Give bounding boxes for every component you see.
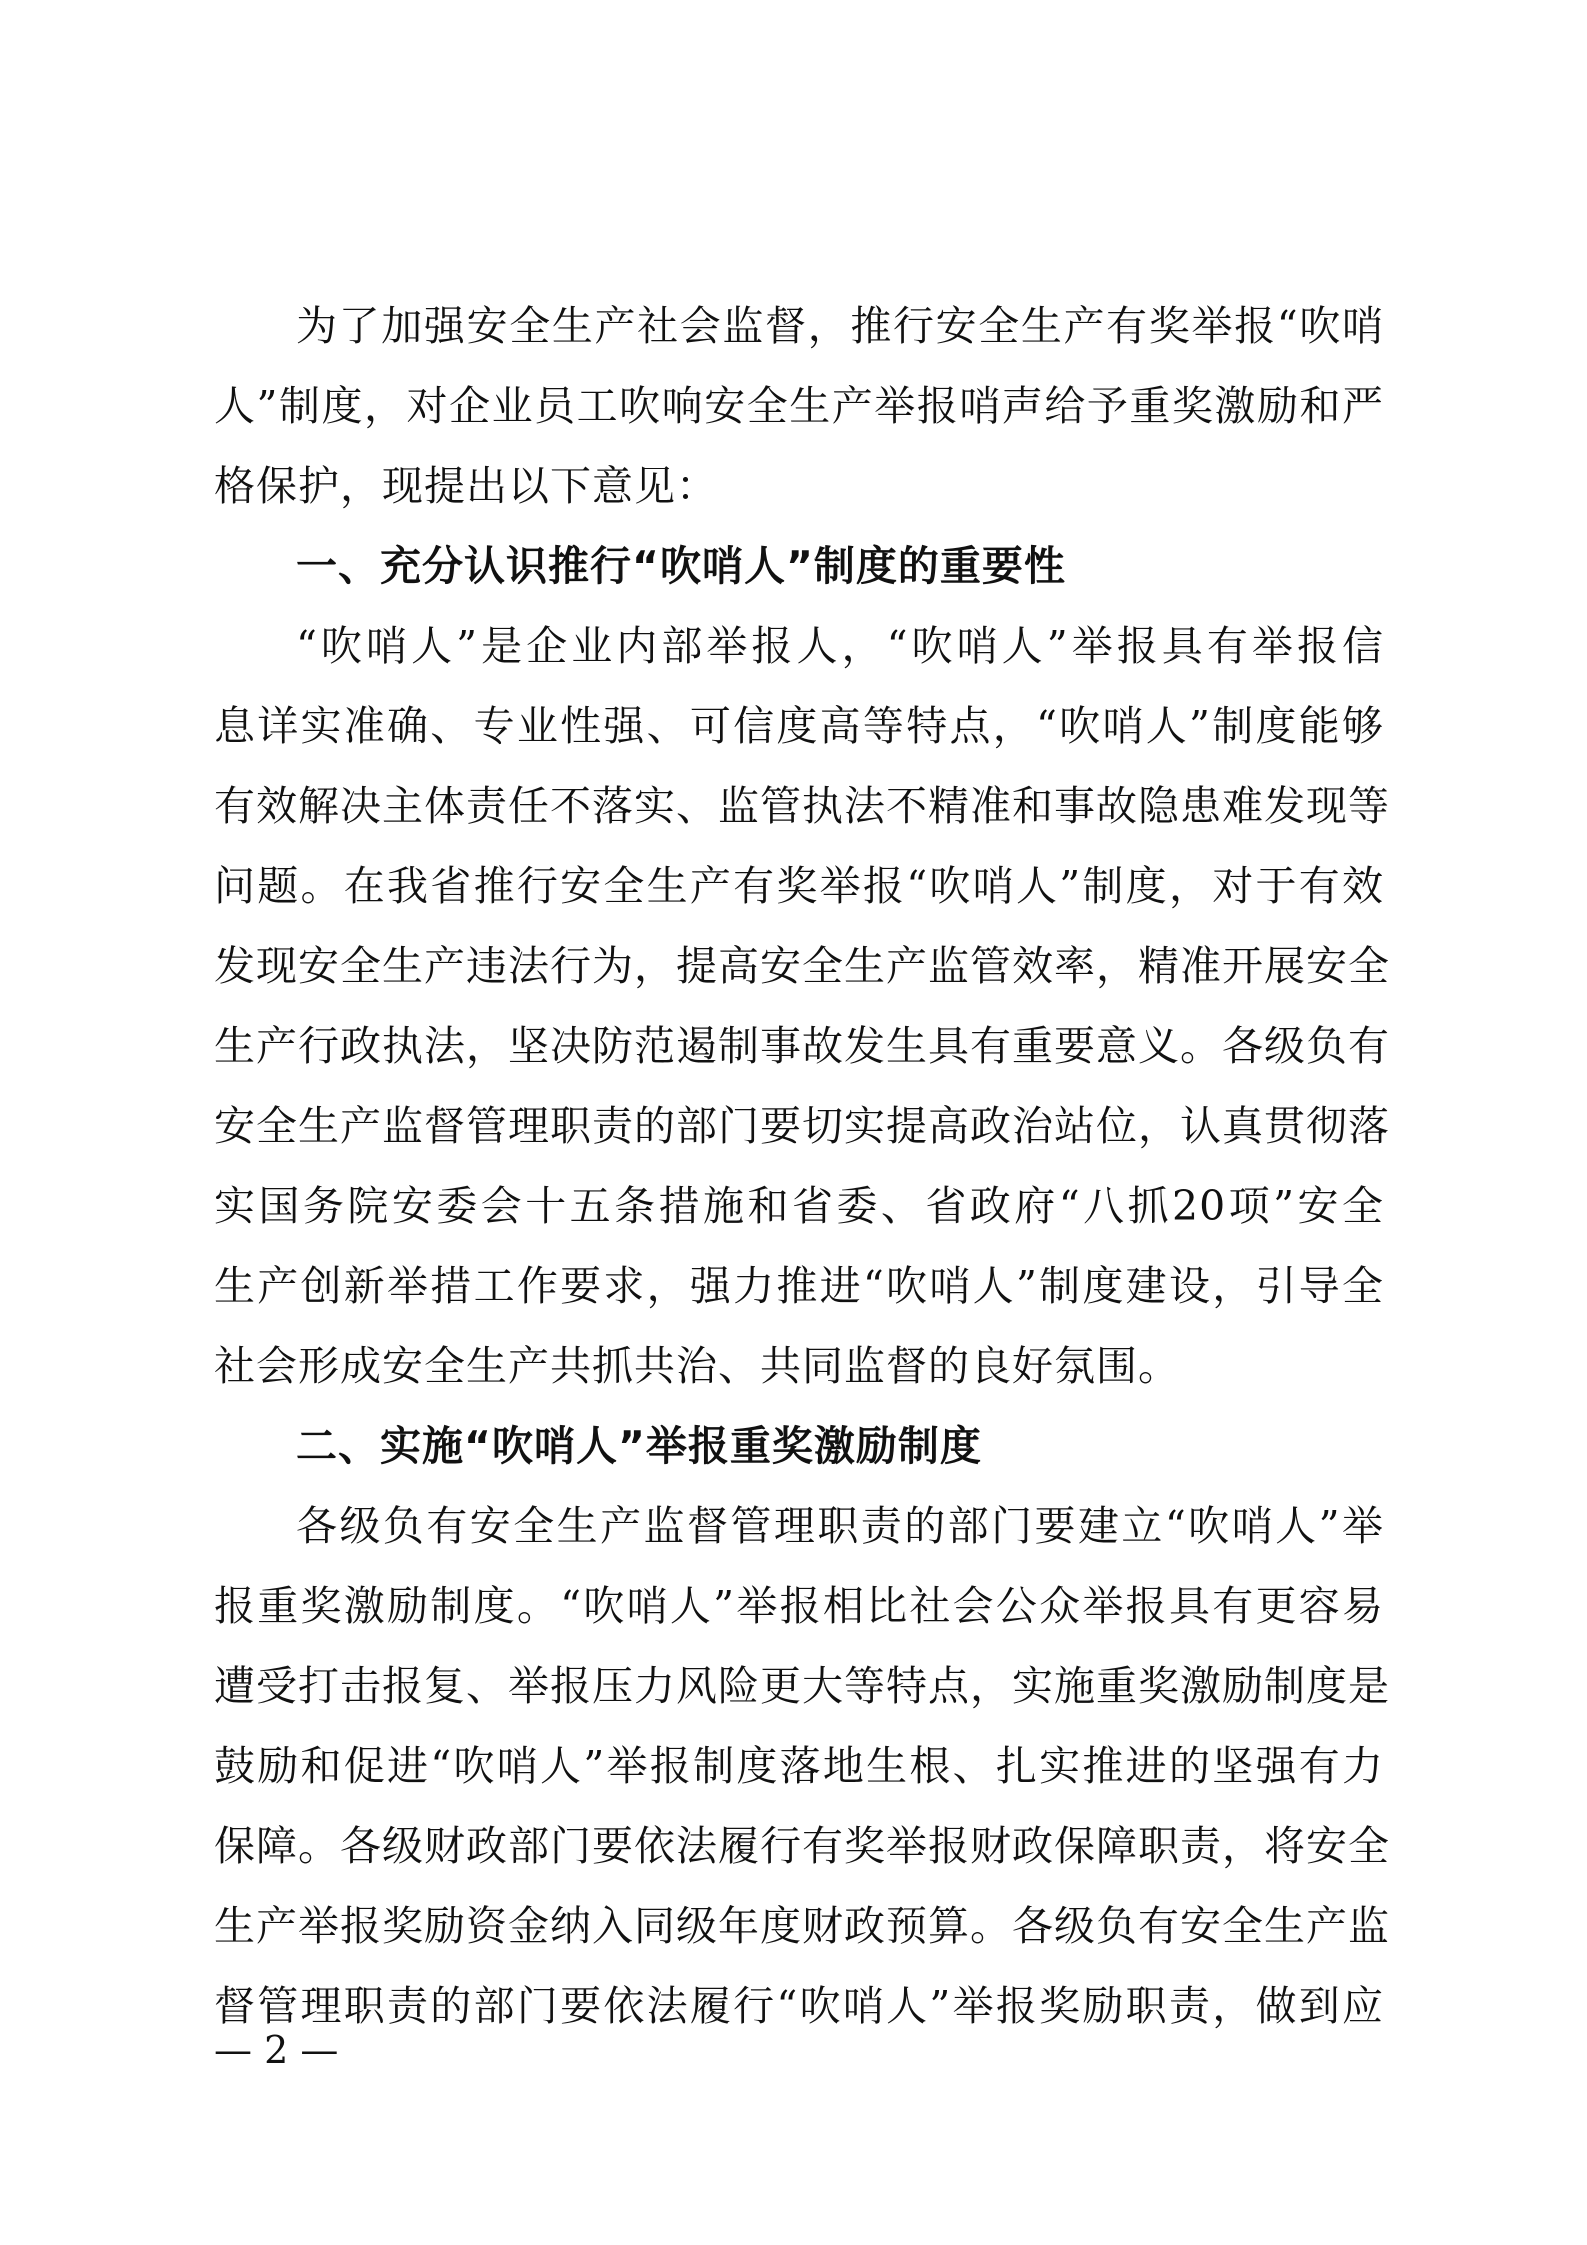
text-line: 发现安全生产违法行为，提高安全生产监管效率，精准开展安全 bbox=[214, 942, 1390, 990]
text-line: 保障。各级财政部门要依法履行有奖举报财政保障职责，将安全 bbox=[214, 1822, 1390, 1870]
text-line: 督管理职责的部门要依法履行“吹哨人”举报奖励职责，做到应 bbox=[214, 1982, 1384, 2030]
text-line: 社会形成安全生产共抓共治、共同监督的良好氛围。 bbox=[214, 1342, 1180, 1390]
text-line: 生产行政执法，坚决防范遏制事故发生具有重要意义。各级负有 bbox=[214, 1022, 1390, 1070]
section-heading: 一、充分认识推行“吹哨人”制度的重要性 bbox=[296, 542, 1066, 590]
text-line: 安全生产监督管理职责的部门要切实提高政治站位，认真贯彻落 bbox=[214, 1102, 1390, 1150]
text-line: 格保护，现提出以下意见： bbox=[214, 462, 718, 510]
text-line: 遭受打击报复、举报压力风险更大等特点，实施重奖激励制度是 bbox=[214, 1662, 1390, 1710]
text-line: 人”制度，对企业员工吹响安全生产举报哨声给予重奖激励和严 bbox=[214, 382, 1384, 430]
text-line: 生产创新举措工作要求，强力推进“吹哨人”制度建设，引导全 bbox=[214, 1262, 1384, 1310]
text-line: 各级负有安全生产监督管理职责的部门要建立“吹哨人”举 bbox=[296, 1502, 1384, 1550]
text-line: 鼓励和促进“吹哨人”举报制度落地生根、扎实推进的坚强有力 bbox=[214, 1742, 1384, 1790]
text-line: 生产举报奖励资金纳入同级年度财政预算。各级负有安全生产监 bbox=[214, 1902, 1390, 1950]
text-line: 实国务院安委会十五条措施和省委、省政府“八抓20项”安全 bbox=[214, 1182, 1384, 1230]
text-line: 息详实准确、专业性强、可信度高等特点，“吹哨人”制度能够 bbox=[214, 702, 1384, 750]
text-line: “吹哨人”是企业内部举报人，“吹哨人”举报具有举报信 bbox=[296, 622, 1384, 670]
section-heading: 二、实施“吹哨人”举报重奖激励制度 bbox=[296, 1422, 982, 1470]
page-number: — 2 — bbox=[214, 2028, 339, 2072]
text-line: 报重奖激励制度。“吹哨人”举报相比社会公众举报具有更容易 bbox=[214, 1582, 1384, 1630]
text-line: 有效解决主体责任不落实、监管执法不精准和事故隐患难发现等 bbox=[214, 782, 1390, 830]
text-line: 问题。在我省推行安全生产有奖举报“吹哨人”制度，对于有效 bbox=[214, 862, 1384, 910]
text-line: 为了加强安全生产社会监督，推行安全生产有奖举报“吹哨 bbox=[296, 302, 1384, 350]
